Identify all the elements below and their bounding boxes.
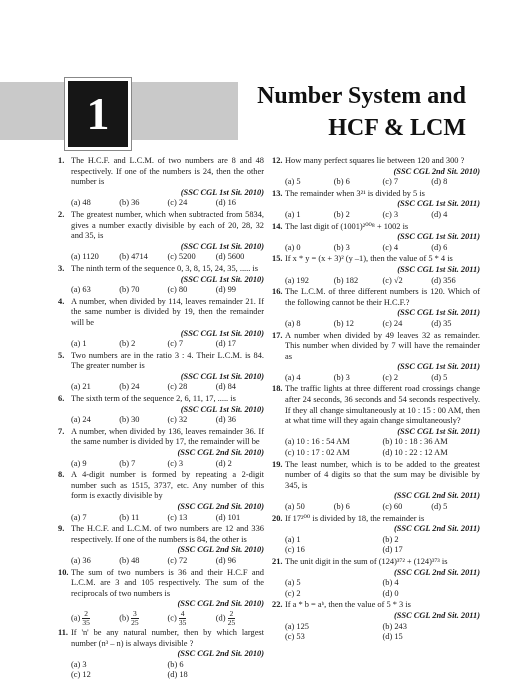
- question-item: [58, 351, 264, 393]
- question-item: [58, 264, 264, 296]
- question-text-block: [58, 156, 264, 188]
- answer-options: [58, 513, 264, 524]
- question-text: If x * y = (x + 3)² (y –1), then the value of 5 * 4 is: [285, 254, 453, 264]
- question-source: (SSC CGL 1st Sit. 2010): [180, 404, 264, 414]
- option-fraction: [179, 610, 187, 627]
- question-source: (SSC CGL 2nd Sit. 2010): [177, 448, 264, 458]
- question-number: 9.: [58, 524, 65, 534]
- question-number: 3.: [58, 263, 65, 273]
- question-text: The least number, which is to be added to the greatest number of 4 digits so that the sum may be divisible by 345, is: [285, 459, 480, 490]
- answer-option: (d) 2: [215, 458, 232, 468]
- question-text-block: [272, 189, 480, 200]
- option-letter: (b): [119, 613, 130, 623]
- question-text-block: [272, 600, 480, 611]
- fraction-numerator: 4: [180, 608, 185, 618]
- answer-option: (d) 356: [431, 275, 456, 285]
- question-item: [58, 524, 264, 566]
- answer-option: (a) 5: [285, 177, 301, 187]
- question-number: 19.: [272, 459, 283, 469]
- answer-option: (c) 4: [382, 242, 399, 252]
- answer-option: (d) 5600: [215, 252, 245, 262]
- fraction-numerator: 2: [229, 608, 234, 618]
- answer-option: (c) 28: [167, 382, 188, 392]
- answer-option: (d) 8: [431, 177, 448, 187]
- question-source: (SSC CGL 1st Sit. 2011): [397, 308, 480, 318]
- answer-option: (b) 48: [119, 555, 140, 565]
- question-source: (SSC CGL 2nd Sit. 2010): [177, 599, 264, 609]
- answer-option: (a) 4: [285, 372, 301, 382]
- question-number: 21.: [272, 556, 283, 566]
- answer-option: [168, 610, 216, 627]
- answer-options: [272, 319, 480, 330]
- chapter-title-box: [238, 70, 530, 152]
- fraction-numerator: 2: [84, 608, 89, 618]
- answer-option: (d) 16: [215, 198, 236, 208]
- question-text-block: [272, 331, 480, 363]
- question-text: A 4-digit number is formed by repeating a 2-digit number such as 1515, 3737, etc. Any number of this form is exactly divisible by: [71, 470, 264, 501]
- answer-options: [272, 437, 480, 458]
- question-text-block: [272, 460, 480, 492]
- question-text-block: [272, 287, 480, 308]
- answer-option: (a) 9: [71, 458, 87, 468]
- chapter-title-line-1: Number System and: [257, 83, 466, 109]
- answer-option: (c) 13: [167, 512, 188, 522]
- question-source: (SSC CGL 1st Sit. 2010): [180, 274, 264, 284]
- chapter-number: 1: [65, 78, 131, 150]
- answer-option: (b) 3: [333, 372, 350, 382]
- answer-option: (c) 16: [285, 545, 305, 555]
- answer-option: (b) 2: [119, 339, 136, 349]
- question-source: (SSC CGL 1st Sit. 2010): [180, 328, 264, 338]
- answer-option: (c) 32: [167, 415, 188, 425]
- answer-option: (b) 2: [333, 209, 350, 219]
- answer-option: [216, 610, 264, 627]
- answer-options: [272, 177, 480, 188]
- question-text: The L.C.M. of three different numbers is 120. Which of the following cannot be their H.C.F.?: [285, 287, 480, 307]
- answer-options: [272, 622, 480, 643]
- answer-option: (a) 48: [71, 198, 91, 208]
- answer-option: (c) 3: [382, 209, 399, 219]
- answer-option: (d) 96: [215, 555, 236, 565]
- question-text-block: [58, 524, 264, 545]
- question-text: The unit digit in the sum of (124)³⁷² + (124)³⁷³ is: [285, 556, 448, 566]
- answer-option: (b) 7: [119, 458, 136, 468]
- answer-option: (d) 17: [215, 339, 236, 349]
- right-column: [272, 156, 480, 644]
- chapter-header: [0, 70, 530, 152]
- question-item: [272, 287, 480, 329]
- answer-option: (a) 125: [285, 621, 309, 631]
- question-source: (SSC CGL 2nd Sit. 2011): [393, 491, 480, 501]
- answer-option: (a) 0: [285, 242, 301, 252]
- answer-option: (c) 5200: [167, 252, 196, 262]
- answer-option: (a) 1: [71, 339, 87, 349]
- question-number: 11.: [58, 627, 69, 637]
- answer-options: [272, 535, 480, 556]
- question-text: If 17²⁰⁰ is divided by 18, the remainder is: [285, 513, 425, 523]
- question-source: (SSC CGL 2nd Sit. 2010): [177, 502, 264, 511]
- answer-option: [71, 610, 119, 627]
- answer-option: [119, 610, 167, 627]
- question-item: [272, 514, 480, 556]
- question-number: 20.: [272, 513, 283, 523]
- chapter-title-line-2: HCF & LCM: [328, 115, 466, 141]
- answer-options: [58, 252, 264, 263]
- fraction-denominator: 25: [227, 617, 236, 627]
- answer-option: (c) 3: [167, 458, 184, 468]
- question-item: [58, 156, 264, 209]
- question-text-block: [272, 156, 480, 167]
- option-fraction: [82, 610, 90, 627]
- question-item: [58, 470, 264, 523]
- question-text: The ninth term of the sequence 0, 3, 8, 15, 24, 35, ..... is: [71, 263, 259, 273]
- question-text-block: [58, 427, 264, 448]
- answer-option: (d) 99: [215, 285, 236, 295]
- question-number: 4.: [58, 296, 65, 306]
- answer-option: (a) 192: [285, 275, 309, 285]
- answer-option: (c) 60: [382, 502, 403, 511]
- answer-option: (a) 36: [71, 555, 91, 565]
- question-text-block: [272, 222, 480, 233]
- answer-option: (c) 7: [167, 339, 184, 349]
- option-fraction: [228, 610, 236, 627]
- answer-option: (a) 5: [285, 578, 301, 588]
- answer-option: (c) 72: [167, 555, 188, 565]
- answer-option: (b) 3: [333, 242, 350, 252]
- question-text: The H.C.F. and L.C.M. of two numbers are 8 and 48 respectively. If one of the numbers is 24, then the other number is: [71, 156, 264, 187]
- question-number: 17.: [272, 330, 283, 340]
- question-text-block: [272, 384, 480, 426]
- question-text: Two numbers are in the ratio 3 : 4. Their L.C.M. is 84. The greater number is: [71, 350, 264, 371]
- question-text: A number when divided by 49 leaves 32 as remainder. This number when divided by 7 will have the remainder as: [285, 330, 480, 361]
- question-item: [58, 568, 264, 627]
- answer-option: (b) 70: [119, 285, 140, 295]
- answer-option: (a) 10 : 16 : 54 AM: [285, 437, 350, 447]
- question-text: The sum of two numbers is 36 and their H.C.F and L.C.M. are 3 and 105 respectively. The sum of the reciprocals of two numbers is: [71, 567, 264, 598]
- answer-options: [272, 578, 480, 599]
- answer-option: (d) 15: [382, 632, 403, 642]
- question-item: [272, 156, 480, 188]
- answer-option: (d) 10 : 22 : 12 AM: [382, 448, 448, 458]
- question-source: (SSC CGL 2nd Sit. 2011): [393, 610, 480, 620]
- question-number: 2.: [58, 209, 65, 219]
- answer-options: [272, 210, 480, 221]
- question-source: (SSC CGL 2nd Sit. 2011): [393, 567, 480, 577]
- answer-option: (b) 30: [119, 415, 140, 425]
- question-item: [272, 384, 480, 458]
- question-number: 14.: [272, 221, 283, 231]
- answer-option: (c) 80: [167, 285, 188, 295]
- question-text: How many perfect squares lie between 120 and 300 ?: [285, 156, 465, 165]
- answer-option: (d) 36: [215, 415, 236, 425]
- question-number: 15.: [272, 254, 283, 264]
- question-text-block: [58, 264, 264, 275]
- answer-option: (b) 182: [333, 275, 359, 285]
- question-source: (SSC CGL 1st Sit. 2011): [397, 362, 480, 372]
- question-text-block: [58, 210, 264, 242]
- question-text: The traffic lights at three different road crossings change after 24 seconds, 36 seconds and 54 seconds respectively. If they all change simultaneously at 10 : 15 : 00 AM, then at what time will they again change simultaneously?: [285, 384, 480, 426]
- answer-option: (d) 18: [167, 670, 188, 680]
- answer-options: [272, 502, 480, 513]
- answer-option: (d) 84: [215, 382, 236, 392]
- question-source: (SSC CGL 1st Sit. 2010): [180, 241, 264, 251]
- answer-option: (d) 5: [431, 502, 448, 511]
- question-text-block: [58, 394, 264, 405]
- question-text-block: [272, 557, 480, 568]
- question-number: 7.: [58, 426, 65, 436]
- answer-options: [58, 610, 264, 627]
- question-text: The last digit of (1001)²⁰⁰⁸ + 1002 is: [285, 221, 409, 231]
- question-text-block: [272, 514, 480, 525]
- answer-option: (d) 5: [431, 372, 448, 382]
- answer-option: (b) 11: [119, 512, 140, 522]
- question-item: [272, 222, 480, 254]
- answer-option: (b) 4714: [119, 252, 148, 262]
- answer-option: (b) 4: [382, 578, 399, 588]
- question-item: [272, 600, 480, 642]
- answer-option: (b) 6: [167, 659, 184, 669]
- option-letter: (d): [215, 613, 226, 623]
- question-number: 18.: [272, 384, 283, 394]
- answer-option: (b) 24: [119, 382, 140, 392]
- answer-option: (b) 12: [333, 318, 354, 328]
- question-source: (SSC CGL 1st Sit. 2011): [397, 264, 480, 274]
- question-number: 12.: [272, 156, 283, 165]
- question-item: [58, 210, 264, 263]
- question-text: The remainder when 3²¹ is divided by 5 is: [285, 188, 425, 198]
- answer-option: (d) 17: [382, 545, 403, 555]
- question-number: 5.: [58, 350, 65, 360]
- answer-option: (c) 2: [285, 588, 301, 598]
- answer-option: (a) 8: [285, 318, 301, 328]
- question-text: A number, when divided by 136, leaves remainder 36. If the same number is divided by 17, the remainder will be: [71, 426, 264, 447]
- answer-option: (d) 4: [431, 209, 448, 219]
- question-item: [272, 189, 480, 221]
- answer-options: [58, 415, 264, 426]
- answer-option: (d) 101: [215, 512, 241, 522]
- question-text-block: [58, 628, 264, 649]
- question-source: (SSC CGL 2nd Sit. 2010): [177, 649, 264, 659]
- fraction-denominator: 25: [131, 617, 139, 627]
- question-number: 1.: [58, 156, 65, 165]
- question-number: 22.: [272, 600, 283, 610]
- answer-option: (b) 2: [382, 534, 399, 544]
- answer-option: (c) √2: [382, 275, 403, 285]
- question-number: 13.: [272, 188, 283, 198]
- option-letter: (c): [167, 613, 177, 623]
- question-text: The greatest number, which when subtracted from 5834, gives a number exactly divisible by each of 20, 28, 32 and 35, is: [71, 209, 264, 241]
- answer-option: (b) 243: [382, 621, 407, 631]
- answer-option: (a) 50: [285, 502, 305, 511]
- question-source: (SSC CGL 1st Sit. 2011): [397, 199, 480, 209]
- answer-option: (c) 53: [285, 632, 305, 642]
- answer-option: (c) 2: [382, 372, 399, 382]
- answer-option: (b) 6: [333, 177, 350, 187]
- question-text-block: [58, 470, 264, 502]
- answer-option: (c) 24: [167, 198, 188, 208]
- answer-options: [58, 382, 264, 393]
- question-source: (SSC CGL 1st Sit. 2010): [180, 187, 264, 197]
- question-item: [272, 460, 480, 513]
- answer-option: (a) 3: [71, 659, 87, 669]
- question-source: (SSC CGL 2nd Sit. 2010): [393, 166, 480, 176]
- answer-options: [58, 660, 264, 681]
- answer-option: (b) 6: [333, 502, 350, 511]
- answer-option: (c) 12: [71, 670, 91, 680]
- answer-options: [58, 285, 264, 296]
- question-source: (SSC CGL 1st Sit. 2010): [180, 371, 264, 381]
- question-number: 8.: [58, 470, 65, 480]
- answer-option: (a) 21: [71, 382, 91, 392]
- question-text: A number, when divided by 114, leaves remainder 21. If the same number is divided by 19, then the remainder will be: [71, 296, 264, 327]
- answer-options: [58, 339, 264, 350]
- question-text-block: [58, 568, 264, 600]
- question-source: (SSC CGL 2nd Sit. 2010): [177, 545, 264, 555]
- answer-options: [272, 243, 480, 254]
- question-number: 10.: [58, 567, 69, 577]
- option-letter: (a): [71, 613, 81, 623]
- question-source: (SSC CGL 2nd Sit. 2011): [393, 524, 480, 534]
- answer-option: (b) 36: [119, 198, 140, 208]
- answer-options: [272, 276, 480, 287]
- answer-options: [58, 556, 264, 567]
- answer-option: (a) 1: [285, 534, 301, 544]
- answer-option: (a) 1120: [71, 252, 99, 262]
- fraction-numerator: 3: [132, 608, 137, 618]
- question-number: 6.: [58, 394, 65, 404]
- question-source: (SSC CGL 1st Sit. 2011): [397, 426, 480, 436]
- answer-option: (d) 6: [431, 242, 448, 252]
- answer-option: (a) 24: [71, 415, 91, 425]
- question-text-block: [272, 254, 480, 265]
- question-number: 16.: [272, 287, 283, 297]
- question-item: [58, 427, 264, 469]
- answer-option: (d) 0: [382, 588, 399, 598]
- question-text-block: [58, 351, 264, 372]
- answer-option: (a) 63: [71, 285, 91, 295]
- question-text: If a * b = aᵇ, then the value of 5 * 3 is: [285, 600, 411, 610]
- question-source: (SSC CGL 1st Sit. 2011): [397, 232, 480, 242]
- answer-option: (c) 7: [382, 177, 399, 187]
- question-item: [58, 394, 264, 426]
- question-item: [272, 557, 480, 599]
- answer-option: (c) 10 : 17 : 02 AM: [285, 448, 350, 458]
- question-text: If 'n' be any natural number, then by which largest number (n³ – n) is always divisible ?: [71, 627, 264, 648]
- fraction-denominator: 35: [82, 617, 90, 627]
- question-text: The sixth term of the sequence 2, 6, 11, 17, ..... is: [71, 394, 236, 404]
- answer-options: [58, 198, 264, 209]
- question-text: The H.C.F. and L.C.M. of two numbers are 12 and 336 respectively. If one of the numbers is 84, the other is: [71, 524, 264, 544]
- fraction-denominator: 35: [178, 617, 187, 627]
- question-text-block: [58, 297, 264, 329]
- answer-option: (c) 24: [382, 318, 403, 328]
- question-item: [58, 628, 264, 681]
- answer-option: (a) 7: [71, 512, 87, 522]
- question-item: [272, 254, 480, 286]
- answer-options: [58, 459, 264, 470]
- answer-option: (a) 1: [285, 209, 301, 219]
- question-item: [272, 331, 480, 384]
- answer-option: (d) 35: [431, 318, 452, 328]
- option-fraction: [131, 610, 139, 627]
- answer-option: (b) 10 : 18 : 36 AM: [382, 437, 448, 447]
- left-column: [58, 156, 264, 682]
- answer-options: [272, 373, 480, 384]
- question-item: [58, 297, 264, 350]
